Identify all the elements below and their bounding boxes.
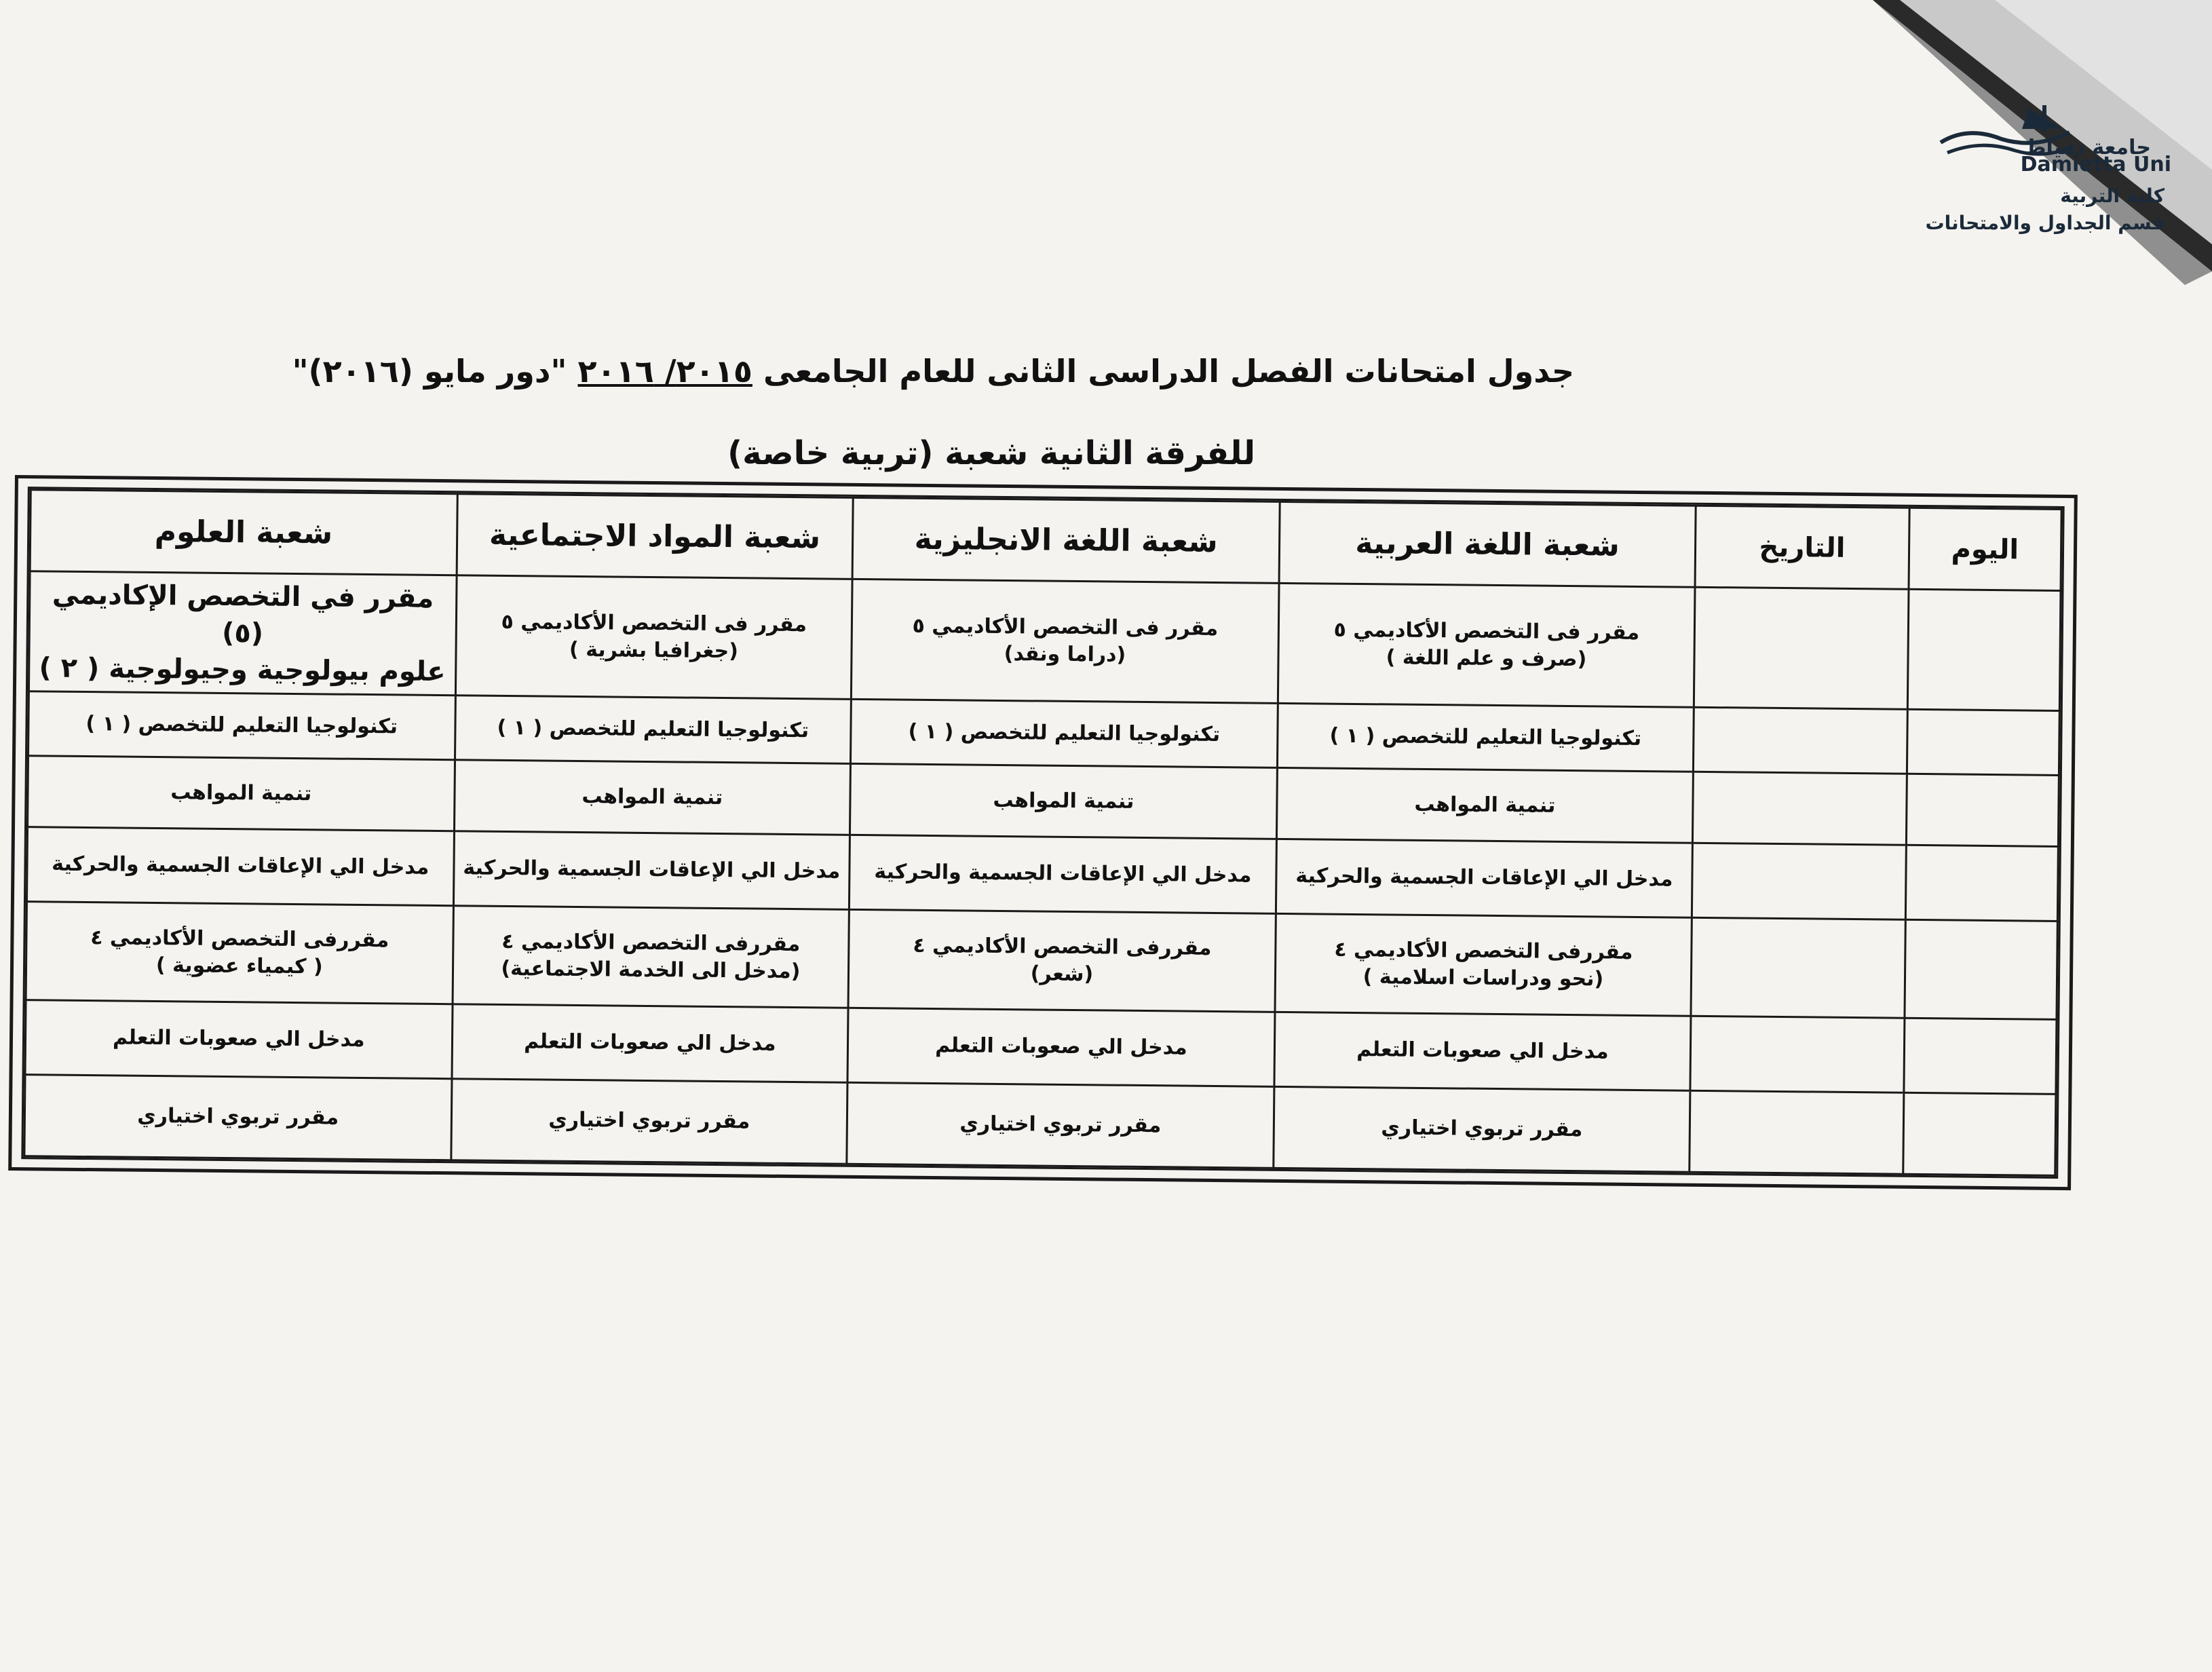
cell-text-line: تنمية المواهب — [581, 784, 723, 810]
cell-text-line: تكنولوجيا التعليم للتخصص ( ١ ) — [1329, 723, 1642, 750]
cell-text-line: علوم بيولوجية وجيولوجية ( ٢ ) — [39, 652, 446, 688]
cell-arabic — [1277, 703, 1694, 772]
cell-text-line: مقرر تربوي اختياري — [959, 1112, 1162, 1138]
cell-text-line: مقررفى التخصص الأكاديمي ٤ — [90, 925, 389, 952]
cell-english — [851, 699, 1278, 767]
cell-science — [28, 756, 455, 831]
header-arabic: شعبة اللغة العربية — [1279, 501, 1696, 587]
cell-date — [1692, 843, 1906, 919]
cell-text-line: مقررفى التخصص الأكاديمي ٤ — [501, 929, 801, 956]
cell-text-line: مقررفى التخصص الأكاديمي ٤ — [1334, 937, 1633, 964]
header-day: اليوم — [1909, 508, 2062, 590]
cell-arabic — [1276, 767, 1694, 843]
cell-text-line: مدخل الي الإعاقات الجسمية والحركية — [874, 860, 1252, 888]
schedule-inner-frame — [21, 487, 2064, 1179]
cell-science — [25, 1000, 453, 1079]
cell-text-line: (مدخل الى الخدمة الاجتماعية) — [501, 956, 801, 984]
cell-text-line: (صرف و علم اللغة ) — [1386, 645, 1587, 672]
cell-day — [1903, 1092, 2056, 1175]
cell-day — [1907, 589, 2061, 710]
cell-date — [1690, 1090, 1903, 1174]
cell-science — [28, 571, 456, 696]
cell-arabic — [1278, 583, 1695, 707]
cell-text-line: تنمية المواهب — [993, 788, 1134, 814]
cell-science — [26, 902, 453, 1004]
cell-text-line: مقرر تربوي اختياري — [1381, 1116, 1583, 1142]
cell-text-line: مقرر فى التخصص الأكاديمي ٥ — [1333, 618, 1640, 645]
cell-social — [453, 831, 850, 910]
page-subtitle: للفرقة الثانية شعبة (تربية خاصة) — [727, 434, 1255, 472]
cell-text-line: مقرر تربوي اختياري — [137, 1104, 339, 1130]
header-social: شعبة المواد الاجتماعية — [457, 494, 854, 580]
cell-text-line: مدخل الي صعوبات التعلم — [524, 1029, 776, 1057]
cell-social — [454, 760, 851, 835]
cell-arabic — [1275, 913, 1692, 1016]
college-name: كلية التربية — [2060, 185, 2165, 207]
cell-day — [1907, 709, 2059, 775]
cell-date — [1690, 1016, 1904, 1092]
cell-social — [455, 575, 852, 700]
page-title — [292, 353, 1574, 390]
title-session: "دور مايو (٢٠١٦)" — [292, 353, 567, 390]
header-date: التاريخ — [1695, 506, 1909, 589]
department-name: قسم الجداول والامتحانات — [1925, 212, 2165, 234]
cell-text-line: مقررفى التخصص الأكاديمي ٤ — [913, 933, 1212, 960]
cell-day — [1903, 1018, 2057, 1094]
cell-text-line: مدخل الي الإعاقات الجسمية والحركية — [52, 852, 430, 880]
cell-text-line: تكنولوجيا التعليم للتخصص ( ١ ) — [85, 711, 398, 739]
cell-text-line: مقرر فى التخصص الأكاديمي ٥ — [912, 613, 1219, 641]
cell-arabic — [1274, 1012, 1692, 1090]
cell-text-line: تنمية المواهب — [170, 780, 312, 805]
cell-text-line: تكنولوجيا التعليم للتخصص ( ١ ) — [497, 715, 809, 742]
table-row — [26, 902, 2057, 1020]
cell-date — [1693, 772, 1907, 845]
title-year: ٢٠١٥/ ٢٠١٦ — [577, 353, 752, 390]
cell-date — [1694, 587, 1909, 709]
cell-science — [24, 1075, 452, 1160]
cell-text-line: مقرر في التخصص الإكاديمي (٥) — [52, 579, 434, 649]
header-science: شعبة العلوم — [30, 490, 457, 575]
cell-text-line: (نحو ودراسات اسلامية ) — [1362, 965, 1604, 991]
cell-text-line: مدخل الي الإعاقات الجسمية والحركية — [463, 856, 841, 884]
cell-text-line: مدخل الي صعوبات التعلم — [935, 1033, 1187, 1060]
cell-science — [28, 691, 455, 760]
cell-text-line: (دراما ونقد) — [1004, 642, 1126, 667]
cell-date — [1694, 707, 1907, 774]
cell-english — [848, 909, 1276, 1012]
header-english: شعبة اللغة الانجليزية — [852, 497, 1280, 583]
cell-social — [453, 906, 850, 1008]
cell-day — [1904, 919, 2057, 1019]
cell-science — [26, 827, 454, 906]
cell-english — [852, 579, 1279, 703]
cell-text-line: (شعر) — [1030, 962, 1094, 987]
cell-text-line: مقرر فى التخصص الأكاديمي ٥ — [501, 609, 807, 636]
cell-text-line: (جغرافيا بشرية ) — [569, 637, 739, 664]
cell-social — [455, 696, 852, 764]
cell-english — [850, 763, 1277, 839]
cell-arabic — [1274, 1086, 1691, 1172]
cell-day — [1906, 774, 2059, 846]
cell-english — [847, 1008, 1275, 1086]
table-row — [28, 571, 2061, 711]
schedule-body — [24, 571, 2061, 1176]
cell-text-line: تنمية المواهب — [1414, 792, 1556, 818]
cell-social — [451, 1079, 847, 1164]
schedule-grid — [23, 489, 2062, 1177]
cell-text-line: مدخل الي صعوبات التعلم — [1356, 1038, 1609, 1064]
cell-english — [850, 835, 1277, 913]
cell-arabic — [1276, 839, 1693, 917]
university-name-english: Damietta Uni — [2020, 153, 2171, 176]
cell-text-line: تكنولوجيا التعليم للتخصص ( ١ ) — [908, 719, 1221, 746]
cell-english — [847, 1082, 1274, 1168]
cell-text-line: مقرر تربوي اختياري — [548, 1107, 750, 1134]
cell-day — [1905, 845, 2059, 921]
title-main: جدول امتحانات الفصل الدراسى الثانى للعام الجامعى — [763, 353, 1574, 390]
cell-social — [452, 1004, 849, 1083]
cell-text-line: مدخل الي الإعاقات الجسمية والحركية — [1295, 864, 1673, 892]
cell-date — [1691, 917, 1905, 1018]
university-name-arabic: جامعة دمياط — [2025, 136, 2151, 159]
cell-text-line: مدخل الي صعوبات التعلم — [112, 1025, 365, 1052]
exam-schedule-table — [8, 475, 2078, 1190]
cell-text-line: ( كيمياء عضوية ) — [155, 953, 323, 979]
